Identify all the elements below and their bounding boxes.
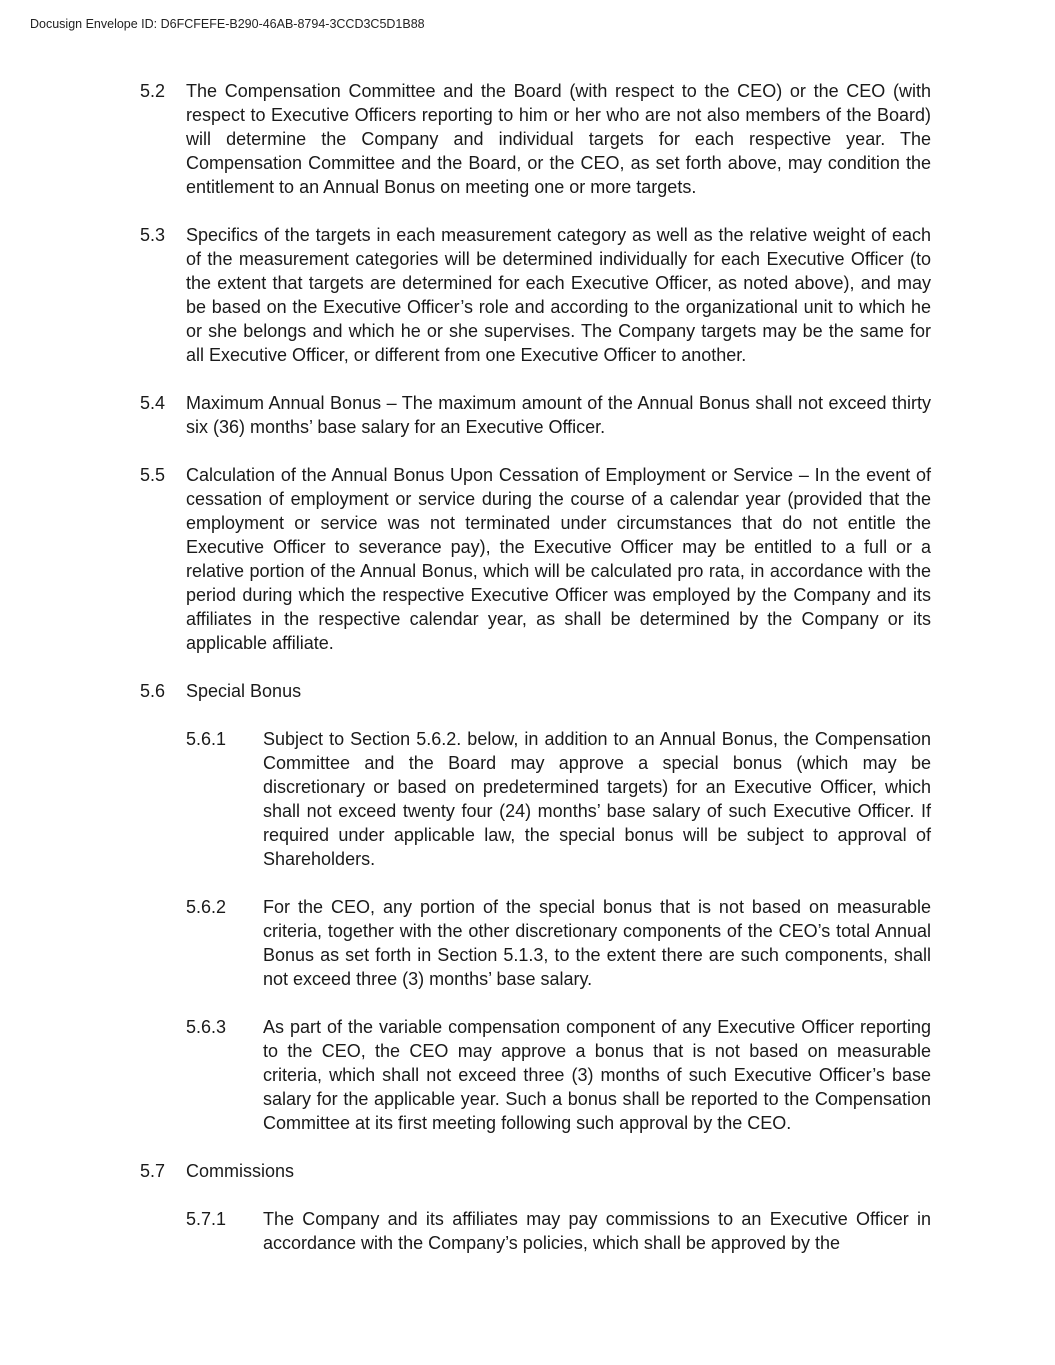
subsection-5-6-3 [186,1015,931,1135]
subsection-number: 5.6.3 [186,1017,227,1037]
subsection-text: For the CEO, any portion of the special bonus that is not based on measurable criteria, together with the other discretionary components of the CEO’s total Annual Bonus as set forth in Section 5.1.3, to the extent there are such components, shall not exceed three (3) months’ base salary. [263,897,931,989]
subsection-number: 5.6.1 [186,729,227,749]
section-title: Special Bonus [186,681,302,701]
subsection-5-6-1 [186,727,931,871]
subsection-text: Subject to Section 5.6.2. below, in addition to an Annual Bonus, the Compensation Committee and the Board may approve a special bonus (which may be discretionary or based on predetermined targets) for an Executive Officer, which shall not exceed twenty four (24) months’ base salary of such Executive Officer. If required under applicable law, the special bonus will be subject to approval of Shareholders. [263,729,931,869]
section-number: 5.2 [140,81,166,101]
section-5-7-heading [140,1159,931,1183]
document-body [140,79,931,1279]
section-number: 5.4 [140,393,166,413]
section-text: Maximum Annual Bonus – The maximum amount of the Annual Bonus shall not exceed thirty six (36) months’ base salary for an Executive Officer. [186,393,931,437]
subsection-number: 5.6.2 [186,897,227,917]
section-title: Commissions [186,1161,295,1181]
subsection-number: 5.7.1 [186,1209,227,1229]
subsection-text: The Company and its affiliates may pay commissions to an Executive Officer in accordance with the Company’s policies, which shall be approved by the [263,1209,931,1253]
section-text: The Compensation Committee and the Board (with respect to the CEO) or the CEO (with respect to Executive Officers reporting to him or her who are not also members of the Board) will determine the Company and individual targets for each respective year. The Compensation Committee and the Board, or the CEO, as set forth above, may condition the entitlement to an Annual Bonus on meeting one or more targets. [186,81,931,197]
subsection-5-7-1 [186,1207,931,1255]
section-text: Calculation of the Annual Bonus Upon Cessation of Employment or Service – In the event of cessation of employment or service during the course of a calendar year (provided that the employment or service was not terminated under circumstances that do not entitle the Executive Officer to severance pay), the Executive Officer may be entitled to a full or a relative portion of the Annual Bonus, which will be calculated pro rata, in accordance with the period during which the respective Executive Officer was employed by the Company and its affiliates in the respective calendar year, as shall be determined by the Company or its applicable affiliate. [186,465,931,653]
section-text: Specifics of the targets in each measurement category as well as the relative weight of each of the measurement categories will be determined individually for each Executive Officer (to the extent that targets are determined for each Executive Officer, as noted above), and may be based on the Executive Officer’s role and according to the organizational unit to which he or she belongs and which he or she supervises. The Company targets may be the same for all Executive Officer, or different from one Executive Officer to another. [186,225,931,365]
subsection-5-6-2 [186,895,931,991]
section-number: 5.7 [140,1161,166,1181]
section-5-4 [140,391,931,439]
section-number: 5.5 [140,465,166,485]
section-number: 5.6 [140,681,166,701]
envelope-id: Docusign Envelope ID: D6FCFEFE-B290-46AB-8794-3CCD3C5D1B88 [30,17,425,31]
section-5-5 [140,463,931,655]
section-5-6-heading [140,679,931,703]
section-5-2 [140,79,931,199]
section-5-3 [140,223,931,367]
section-number: 5.3 [140,225,166,245]
subsection-text: As part of the variable compensation component of any Executive Officer reporting to the CEO, the CEO may approve a bonus that is not based on measurable criteria, which shall not exceed three (3) months of such Executive Officer’s base salary for the applicable year. Such a bonus shall be reported to the Compensation Committee at its first meeting following such approval by the CEO. [263,1017,931,1133]
